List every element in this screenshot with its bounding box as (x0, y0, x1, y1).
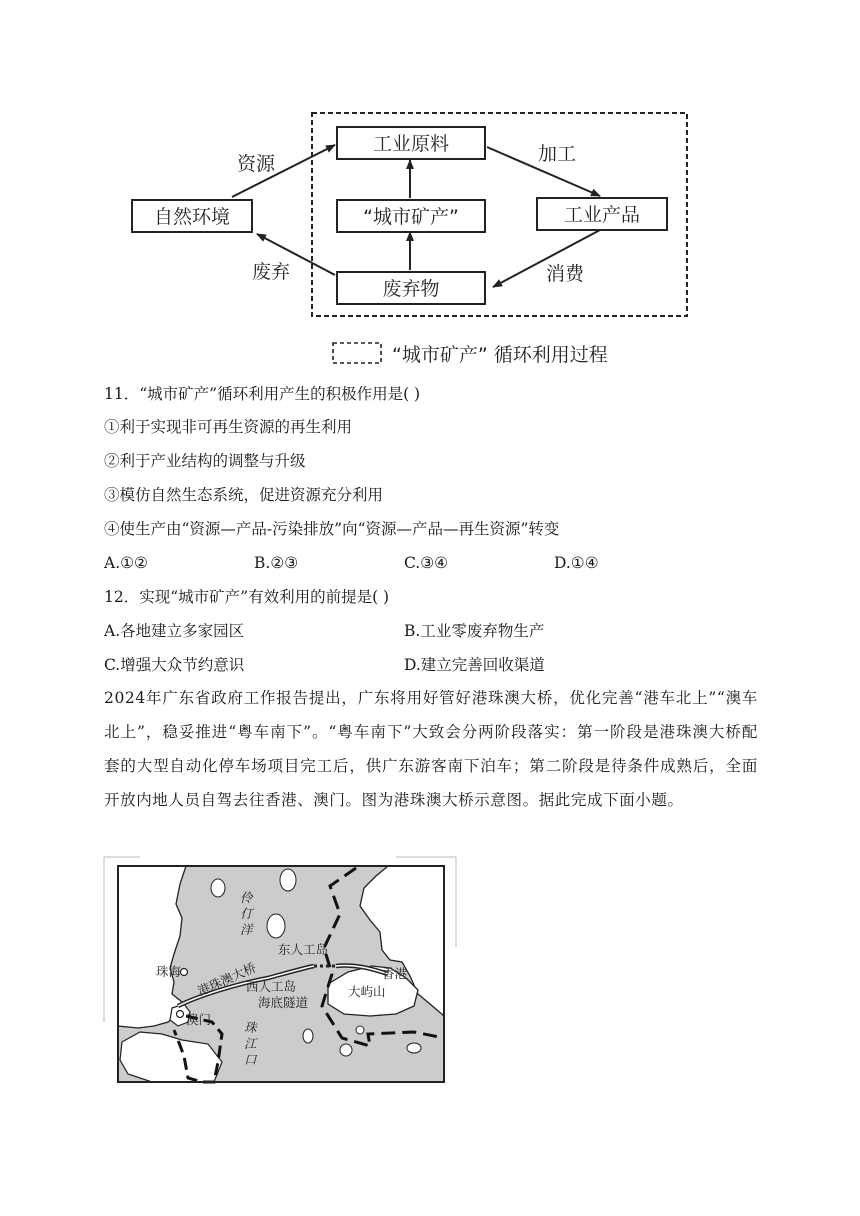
label-tunnel: 海底隧道 (258, 995, 309, 1010)
q12-option-b[interactable]: B.工业零废弃物生产 (404, 622, 545, 640)
q12-option-c[interactable]: C.增强大众节约意识 (104, 656, 245, 674)
label-macau: 澳门 (186, 1012, 212, 1027)
label-zhujiangkou-3: 口 (244, 1052, 257, 1067)
label-east-island: 东人工岛 (278, 942, 329, 957)
q11-option-b[interactable]: B.②③ (254, 554, 299, 572)
legend-dashed-box (333, 343, 381, 363)
node-natural-environment: 自然环境 (153, 206, 231, 228)
label-dayushan: 大屿山 (348, 984, 386, 999)
label-zhuhai: 珠海 (156, 964, 182, 979)
circular-flow-diagram (120, 100, 700, 375)
node-industrial-product: 工业产品 (563, 204, 641, 226)
edge-label-discard: 废弃 (252, 261, 291, 283)
q11-option-d[interactable]: D.①④ (554, 554, 599, 572)
q11-statement-3: ③模仿自然生态系统，促进资源充分利用 (104, 486, 384, 504)
label-lingdingyang-2: 仃 (240, 906, 253, 921)
hzmb-map (100, 852, 460, 1087)
q12-stem: 12．实现“城市矿产”有效利用的前提是( ) (104, 588, 390, 606)
edge-label-consume: 消费 (546, 263, 585, 285)
passage-text: 2024年广东省政府工作报告提出，广东将用好管好港珠澳大桥，优化完善“港车北上”“澳车北上”，稳妥推进“粤车南下”。“粤车南下”大致会分两阶段落实：第一阶段是港珠澳大桥配套的大型自动化停车场项目完工后，供广东游客南下泊车；第二阶段是待条件成熟后，全面开放内地人员自驾去往香港、澳门。图为港珠澳大桥示意图。据此完成下面小题。 (104, 689, 758, 809)
node-city-mine: “城市矿产” (363, 206, 459, 228)
q11-option-c[interactable]: C.③④ (404, 554, 449, 572)
q11-statement-2: ②利于产业结构的调整与升级 (104, 452, 306, 470)
label-hongkong: 香港 (382, 966, 408, 981)
q12-option-a[interactable]: A.各地建立多家园区 (104, 622, 245, 640)
land-zhuhai (118, 866, 186, 1028)
label-bridge: 港珠澳大桥 (195, 959, 259, 999)
edge-label-resource: 资源 (237, 153, 276, 175)
node-raw-material: 工业原料 (372, 133, 450, 155)
q12-option-d[interactable]: D.建立完善回收渠道 (404, 656, 545, 674)
zhuhai-marker (181, 969, 188, 976)
label-zhujiangkou-1: 珠 (244, 1020, 257, 1035)
q11-statement-1: ①利于实现非可再生资源的再生利用 (104, 418, 353, 436)
q11-statement-4: ④使生产由“资源—产品-污染排放”向“资源—产品—再生资源”转变 (104, 520, 560, 538)
q11-stem: 11．“城市矿产”循环利用产生的积极作用是( ) (104, 385, 421, 403)
label-lingdingyang-3: 洋 (240, 922, 253, 937)
label-west-island: 西人工岛 (246, 979, 297, 994)
edge-label-process: 加工 (538, 143, 577, 165)
label-lingdingyang-1: 伶 (240, 890, 253, 905)
legend-label: “城市矿产” 循环利用过程 (392, 344, 608, 366)
q11-option-a[interactable]: A.①② (104, 554, 148, 572)
macau-marker (177, 1011, 184, 1018)
label-zhujiangkou-2: 江 (244, 1036, 257, 1051)
node-waste: 废弃物 (382, 278, 440, 300)
